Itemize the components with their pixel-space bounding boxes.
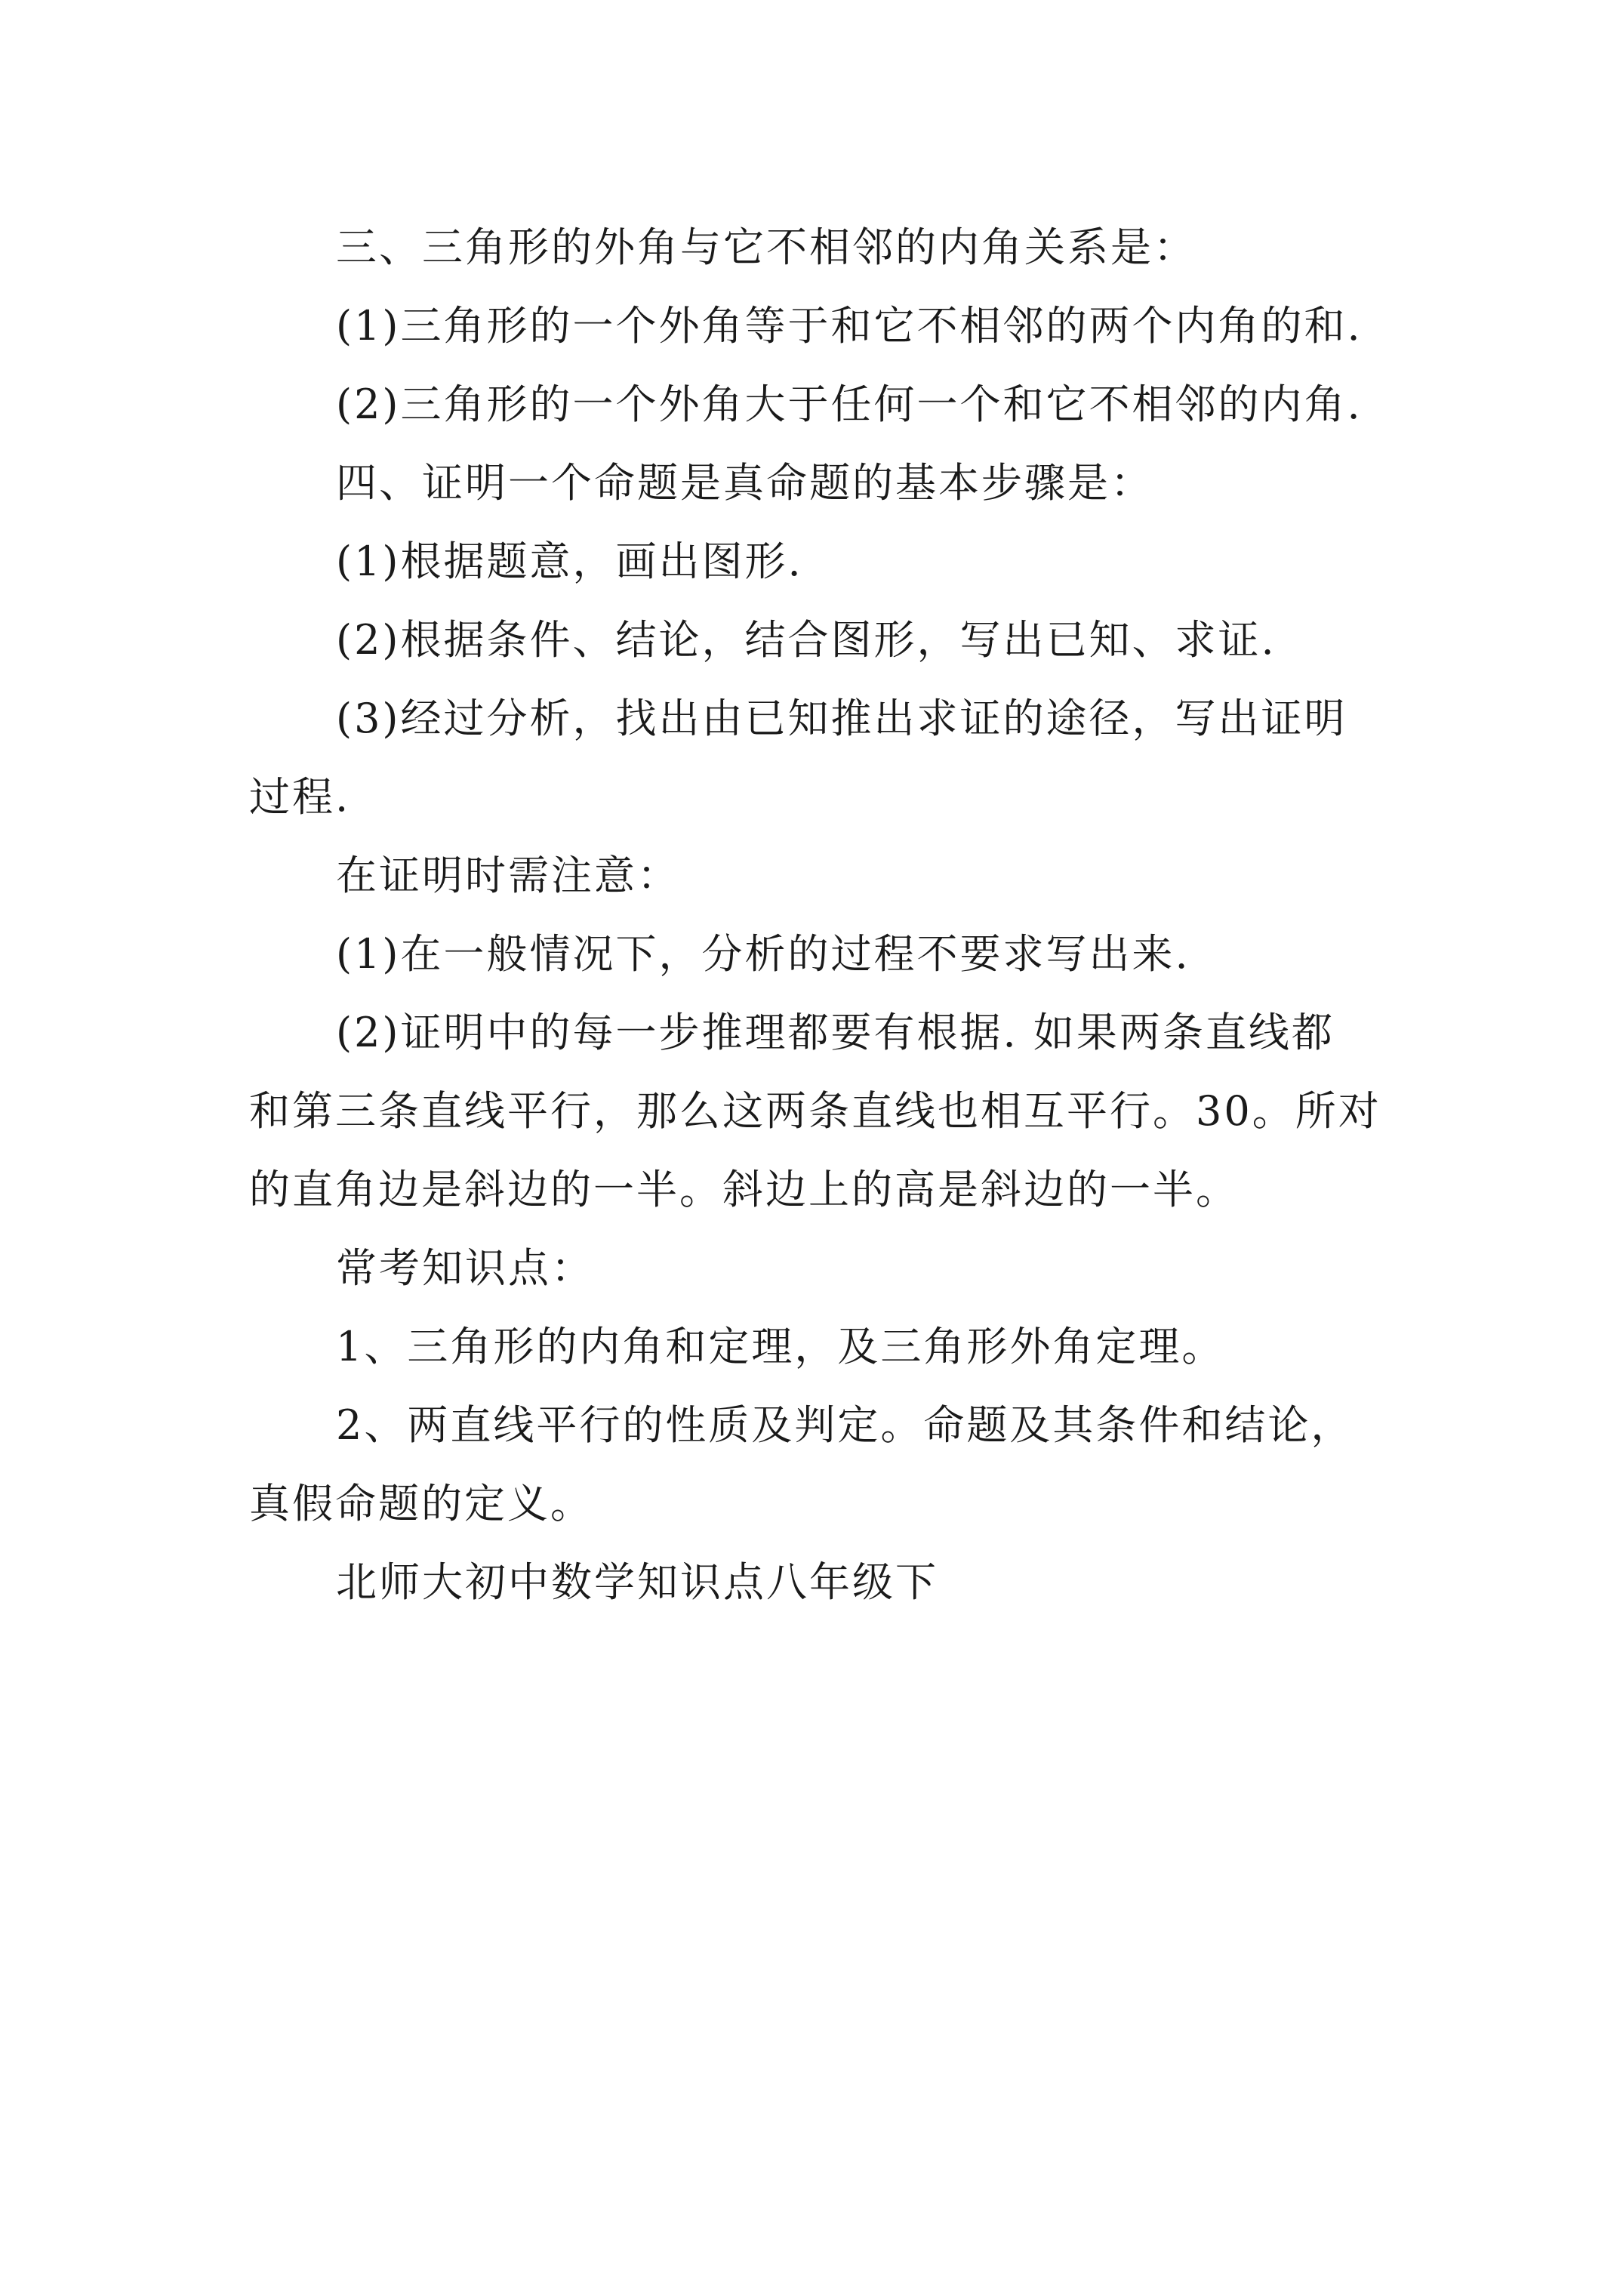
document-body bbox=[249, 208, 1397, 1622]
paragraph-line: (1)在一般情况下，分析的过程不要求写出来. bbox=[336, 930, 1190, 978]
paragraph-line: 和第三条直线平行，那么这两条直线也相互平行。30。所对 bbox=[249, 1087, 1381, 1135]
section-heading-key-points: 常考知识点： bbox=[336, 1244, 594, 1292]
paragraph-line: (1)根据题意，画出图形. bbox=[336, 538, 803, 585]
paragraph-line: (2)根据条件、结论，结合图形，写出已知、求证. bbox=[336, 616, 1277, 664]
paragraph-line: (2)三角形的一个外角大于任何一个和它不相邻的内角. bbox=[336, 381, 1363, 428]
paragraph-line: (2)证明中的每一步推理都要有根据. 如果两条直线都 bbox=[336, 1009, 1335, 1056]
paragraph-line: (1)三角形的一个外角等于和它不相邻的两个内角的和. bbox=[336, 302, 1363, 350]
section-heading-exterior-angle: 三、三角形的外角与它不相邻的内角关系是： bbox=[336, 223, 1196, 271]
paragraph-line: 过程. bbox=[249, 773, 351, 821]
paragraph-line: 在证明时需注意： bbox=[336, 852, 680, 899]
section-heading-proof-steps: 四、证明一个命题是真命题的基本步骤是： bbox=[336, 459, 1153, 507]
paragraph-line: (3)经过分析，找出由已知推出求证的途径，写出证明 bbox=[336, 695, 1347, 742]
paragraph-line: 的直角边是斜边的一半。斜边上的高是斜边的一半。 bbox=[249, 1166, 1239, 1213]
paragraph-line: 真假命题的定义。 bbox=[249, 1480, 593, 1527]
paragraph-line: 1、三角形的内角和定理，及三角形外角定理。 bbox=[336, 1323, 1225, 1370]
closing-title: 北师大初中数学知识点八年级下 bbox=[336, 1558, 938, 1606]
paragraph-line: 2、两直线平行的性质及判定。命题及其条件和结论， bbox=[336, 1401, 1354, 1449]
